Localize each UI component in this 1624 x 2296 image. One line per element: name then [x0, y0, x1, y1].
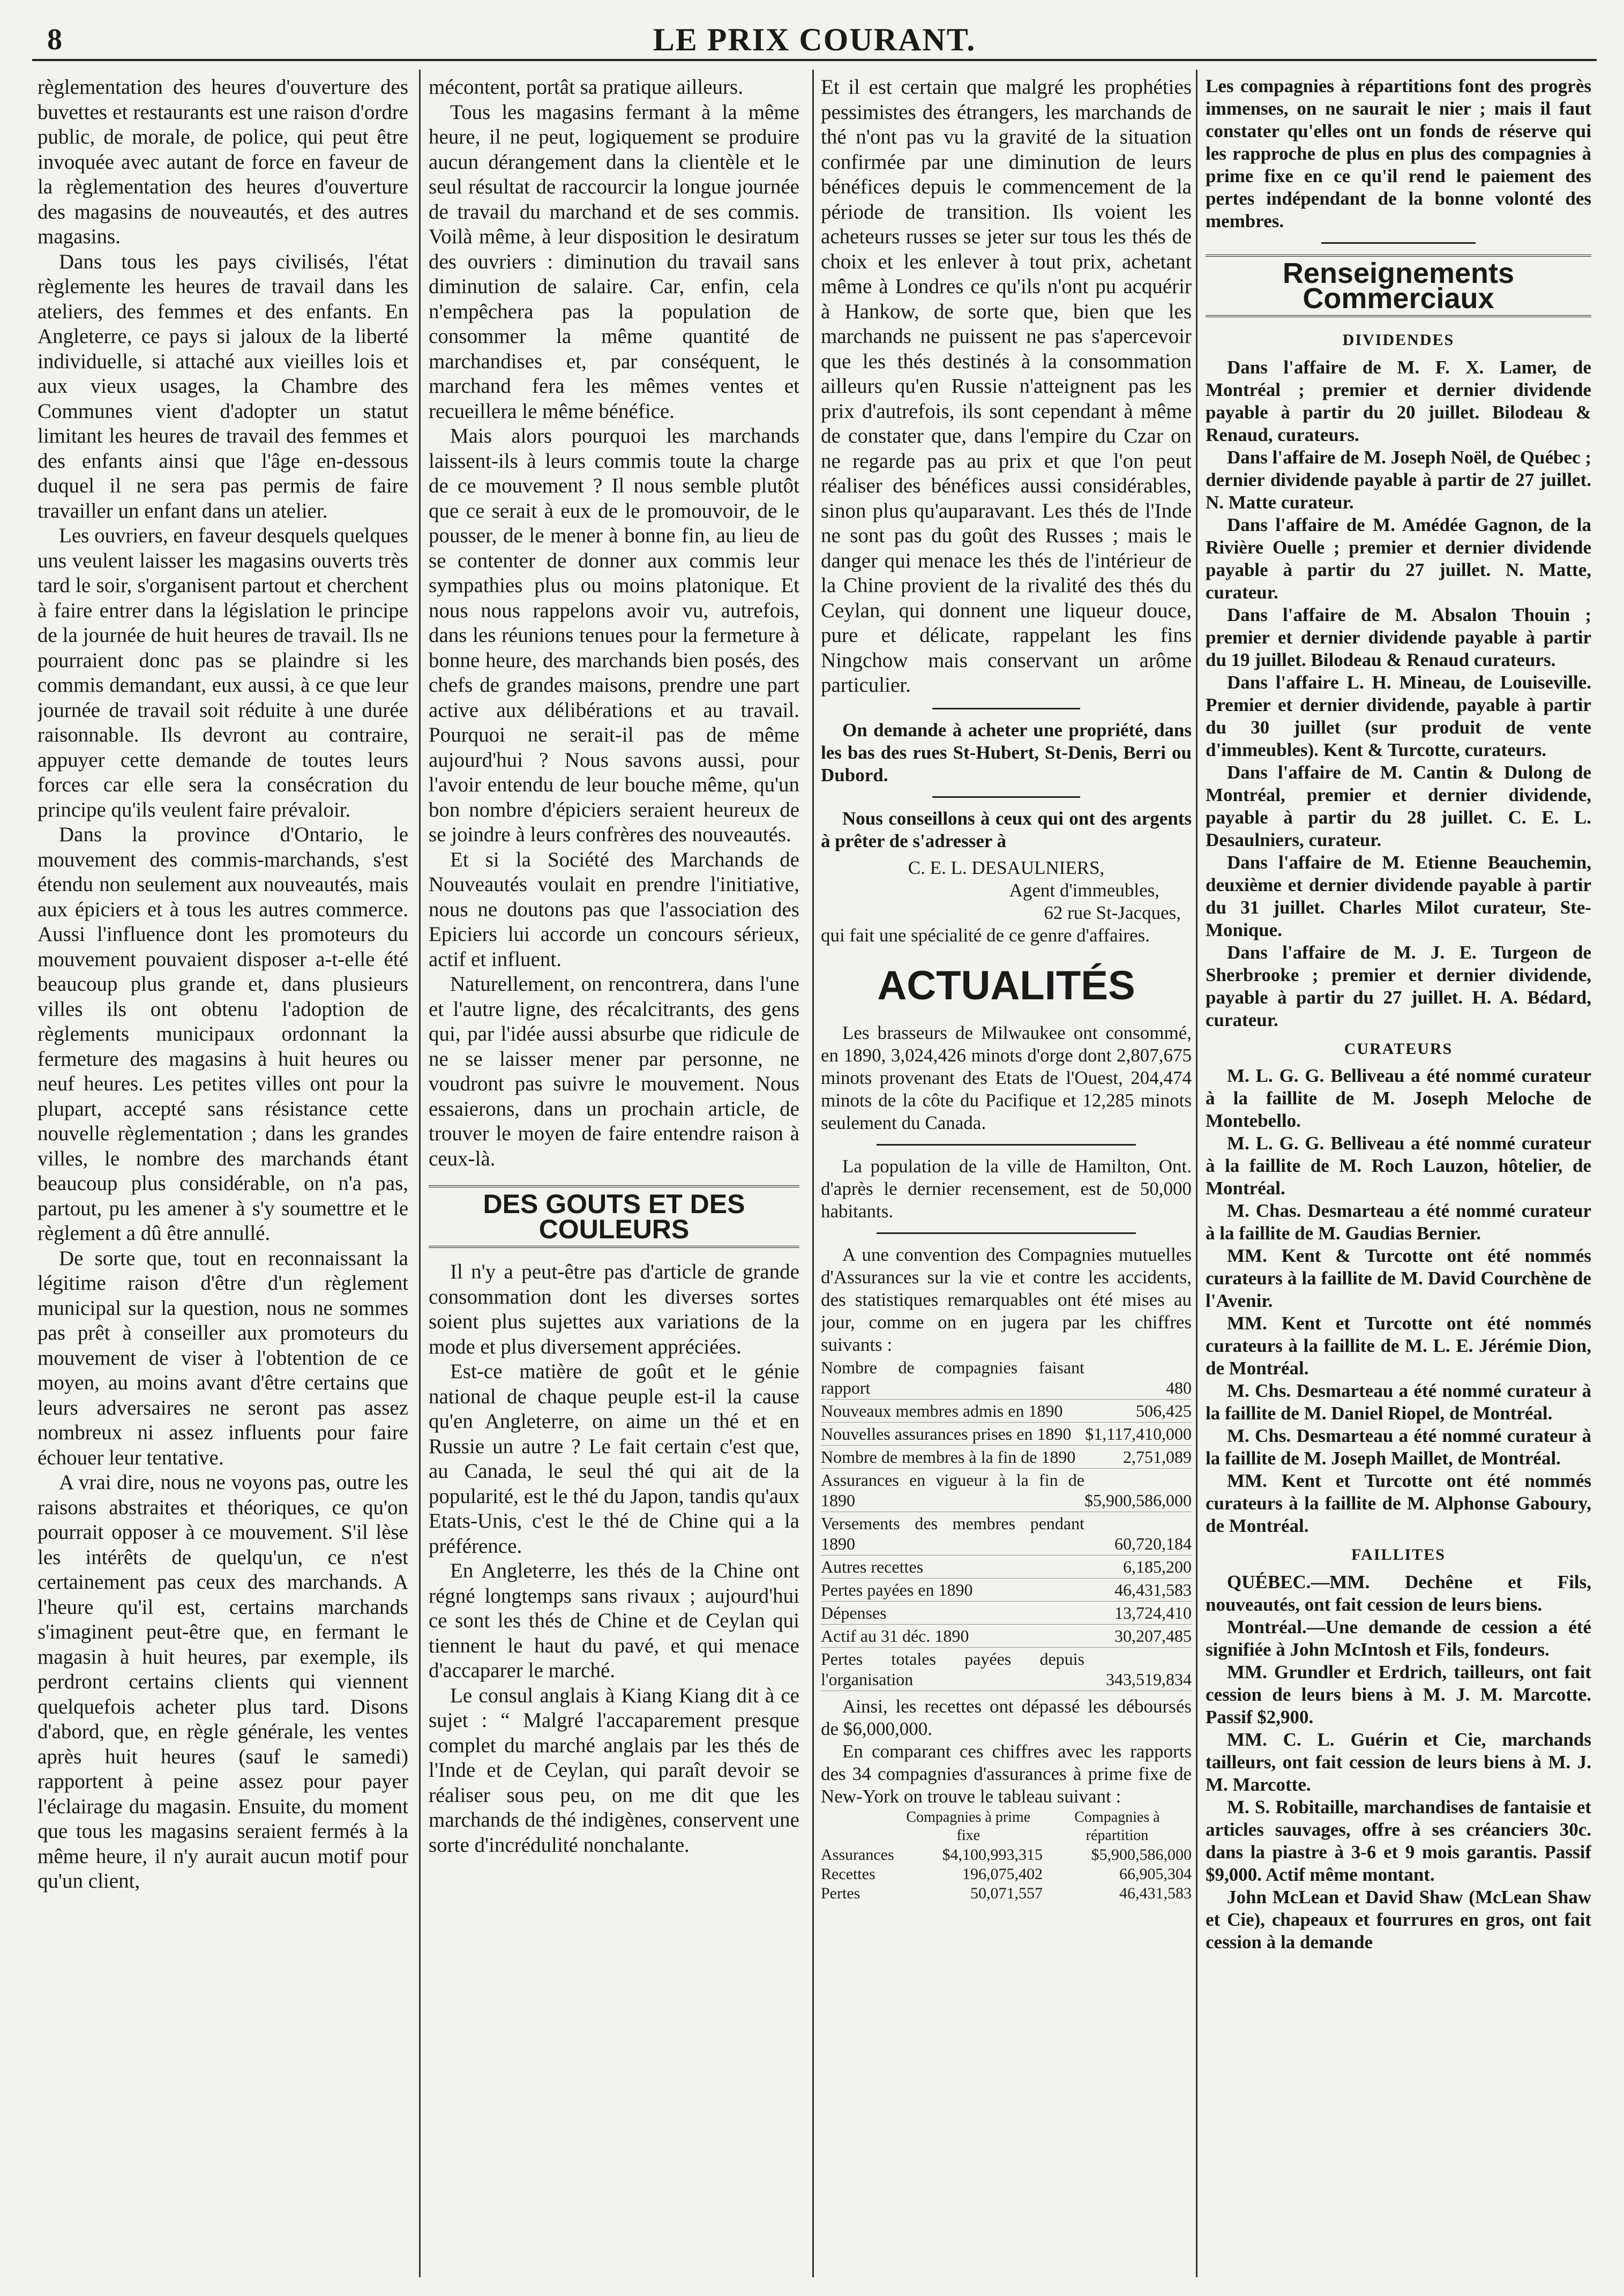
- list-item: John McLean et David Shaw (McLean Shaw et Cie), chapeaux et fourrures en gros, ont fait cession à la demande: [1206, 1886, 1591, 1953]
- insurance-stats-table: [821, 1356, 1192, 1691]
- comparison-table: [821, 1808, 1192, 1903]
- notice-loans: Nous conseillons à ceux qui ont des argents à prêter de s'adresser à: [821, 807, 1192, 851]
- paragraph: Ainsi, les recettes ont dépassé les déboursés de $6,000,000.: [821, 1695, 1192, 1739]
- column-divider: [1196, 70, 1198, 2277]
- stat-value: 30,207,485: [1084, 1624, 1192, 1647]
- stat-label: Dépenses: [821, 1601, 1084, 1624]
- stat-value: 506,425: [1084, 1399, 1192, 1422]
- agent-name: C. E. L. DESAULNIERS,: [908, 857, 1105, 878]
- paragraph: Et si la Société des Marchands de Nouveautés voulait en prendre l'initiative, nous ne doutons pas que l'association des Epiciers lui accorde un concours sérieux, actif et influent.: [429, 848, 799, 971]
- divider: [932, 796, 1081, 798]
- list-item: Dans l'affaire de M. Joseph Noël, de Québec ; dernier dividende payable à partir de 27 juillet. N. Matte curateur.: [1206, 446, 1591, 513]
- list-item: Montréal.—Une demande de cession a été signifiée à John McIntosh et Fils, fondeurs.: [1206, 1616, 1591, 1660]
- page-number: 8: [47, 23, 62, 56]
- subhead-curateurs: CURATEURS: [1344, 1039, 1453, 1058]
- cmp-value: 50,071,557: [970, 1884, 1043, 1902]
- cmp-label: Recettes: [821, 1865, 875, 1883]
- table-row: [821, 1624, 1192, 1647]
- stat-value: 6,185,200: [1084, 1555, 1192, 1578]
- list-item: Dans l'affaire de M. Amédée Gagnon, de la Rivière Ouelle ; premier et dernier dividende payable à partir du 27 juillet. N. Matte, curateur.: [1206, 514, 1591, 603]
- list-item: M. Chs. Desmarteau a été nommé curateur à la faillite de M. Joseph Maillet, de Montréal.: [1206, 1425, 1591, 1469]
- stat-label: Pertes totales payées depuis l'organisation: [821, 1647, 1084, 1691]
- divider: [932, 708, 1081, 709]
- section-title-gouts: DES GOUTS ET DES COULEURS: [429, 1185, 799, 1248]
- list-item: M. L. G. G. Belliveau a été nommé curateur à la faillite de M. Roch Lauzon, hôtelier, de Montréal.: [1206, 1133, 1591, 1199]
- paragraph: Le consul anglais à Kiang Kiang dit à ce sujet : “ Malgré l'accaparement presque complet du marché anglais par les thés de l'Inde et de Ceylan, qui paraît devoir se réaliser sous peu, on me dit que les marchands de thé indigènes, conservent une sorte d'incrédulité nonchalante.: [429, 1684, 799, 1857]
- stat-label: Nouvelles assurances prises en 1890: [821, 1422, 1084, 1445]
- table-row: [821, 1445, 1192, 1468]
- table-row: [821, 1601, 1192, 1624]
- divider: [1321, 242, 1476, 244]
- list-item: Dans l'affaire de M. Etienne Beauchemin, deuxième et dernier dividende payable à partir du 31 juillet. Charles Milot curateur, Ste-Monique.: [1206, 851, 1591, 940]
- stat-label: Pertes payées en 1890: [821, 1578, 1084, 1601]
- cmp-value: $5,900,586,000: [1091, 1845, 1192, 1864]
- cmp-value: 66,905,304: [1119, 1865, 1192, 1883]
- paragraph: Naturellement, on rencontrera, dans l'une et l'autre ligne, des récalcitrants, des gens qui, par l'idée aussi absurbe que ridicule de ne se laisser mener par personne, ne voudront pas suivre le mouvement. Nous essaierons, dans un prochain article, de trouver le moyen de faire entendre raison à ceux-là.: [429, 973, 799, 1170]
- column-2: [429, 75, 799, 2272]
- divider: [877, 1232, 1136, 1234]
- list-item: M. Chas. Desmarteau a été nommé curateur à la faillite de M. Gaudias Bernier.: [1206, 1200, 1591, 1244]
- stat-label: Nombre de compagnies faisant rapport: [821, 1356, 1084, 1400]
- paragraph: Est-ce matière de goût et le génie national de chaque peuple est-il la cause qu'en Angleterre, on aime un thé et en Russie un autre ? Le fait certain c'est que, au Canada, le seul thé qui ait de la popularité, est le thé du Japon, tandis qu'aux Etats-Unis, c'est le thé de Chine qui a la préférence.: [429, 1360, 799, 1558]
- list-item: MM. Kent & Turcotte ont été nommés curateurs à la faillite de M. David Courchène de l'Avenir.: [1206, 1245, 1591, 1311]
- stat-value: 60,720,184: [1084, 1512, 1192, 1555]
- cmp-header: [821, 1808, 894, 1845]
- list-item: Dans l'affaire L. H. Mineau, de Louiseville. Premier et dernier dividende, payable à partir du 30 juillet (sur produit de vente d'immeubles). Kent & Turcotte, curateurs.: [1206, 671, 1591, 760]
- cmp-value: 46,431,583: [1119, 1884, 1192, 1902]
- paragraph: De sorte que, tout en reconnaissant la légitime raison d'être d'un règlement municipal sur la question, nous ne sommes pas prêt à conseiller aux promoteurs du mouvement de viser à l'obtention de ce moyen, au moins avant d'être certains que leurs adversaires ne seront pas assez nombreux ni assez influents pour faire échouer leur tentative.: [38, 1246, 408, 1469]
- paragraph: Tous les magasins fermant à la même heure, il ne peut, logiquement se produire aucun dérangement dans la clientèle et le seul résultat de raccourcir la longue journée de travail du marchand et de ses commis. Voilà même, à leur disposition le desiratum des ouvriers : diminution du travail sans diminution de salaire. Car, enfin, cela n'empêchera pas la population de consommer la même quantité de marchandises et, par conséquent, le marchand fera les mêmes ventes et recueillera le même bénéfice.: [429, 100, 799, 423]
- header-rule: [32, 59, 1597, 61]
- paragraph: Et il est certain que malgré les prophéties pessimistes des étrangers, les marchands de thé n'ont pas vu la gravité de la situation confirmée par une diminution de leurs bénéfices depuis le commencement de la période de transition. Ils voient les acheteurs russes se jeter sur tous les thés de choix et les enlever à tout prix, achetant même à Londres ce qu'ils n'ont pu acquérir à Hankow, de sorte que, bien que les marchands ne puissent ne pas s'apercevoir que les thés destinés à la consommation ailleurs qu'en Russie n'atteignent pas les prix d'autrefois, ils sont cependant à même de constater que, dans l'empire du Czar on ne regarde pas au prix et que l'on peut réaliser des bénéfices aussi considérables, sinon plus qu'auparavant. Les thés de l'Inde ne sont pas du goût des Russes ; mais le danger qui menace les thés de l'intérieur de la Chine provient de la rivalité des thés du Ceylan, qui donnent une liqueur douce, pure et délicate, rappelant les fins Ningchow mais conservant un arôme particulier.: [821, 76, 1192, 697]
- divider: [877, 1144, 1136, 1146]
- stat-value: 46,431,583: [1084, 1578, 1192, 1601]
- list-item: QUÉBEC.—MM. Dechêne et Fils, nouveautés, ont fait cession de leurs biens.: [1206, 1571, 1591, 1615]
- list-item: Dans l'affaire de M. Absalon Thouin ; premier et dernier dividende payable à partir du 19 juillet. Bilodeau & Renaud curateurs.: [1206, 604, 1591, 670]
- table-row: [821, 1555, 1192, 1578]
- subhead-faillites: FAILLITES: [1351, 1546, 1446, 1564]
- paragraph: Dans la province d'Ontario, le mouvement des commis-marchands, s'est étendu non seulement aux nouveautés, mais aux épiciers et à tous les autres commerce. Aussi l'influence dont les promoteurs du mouvement pouvaient disposer a-t-elle été beaucoup plus grande et, dans plusieurs villes ils ont obtenu l'adoption de règlements municipaux ordonnant la fermeture des magasins à huit heures ou neuf heures. Les petites villes ont pour la plupart, accepté sans résistance cette nouvelle règlementation ; dans les grandes villes, le nombre des marchands étant beaucoup plus considérable, on n'a pas, partout, pu les amener à s'y soumettre et le règlement a dû être annullé.: [38, 823, 408, 1245]
- table-row: [821, 1512, 1192, 1555]
- list-item: M. L. G. G. Belliveau a été nommé curateur à la faillite de M. Joseph Meloche de Montebello.: [1206, 1065, 1591, 1131]
- cmp-header: Compagnies à répartition: [1074, 1808, 1160, 1844]
- list-item: Dans l'affaire de M. J. E. Turgeon de Sherbrooke ; premier et dernier dividende, payable à partir du 27 juillet. H. A. Bédard, curateur.: [1206, 941, 1591, 1030]
- agent-title: Agent d'immeubles,: [1009, 879, 1159, 901]
- paragraph: règlementation des heures d'ouverture des buvettes et restaurants est une raison d'ordre public, de morale, de police, qui peut être invoquée avec autant de force en faveur de la règlementation des heures d'ouverture des magasins de nouveautés, et des autres magasins.: [38, 76, 408, 248]
- page-header: [32, 12, 1597, 60]
- paragraph: Mais alors pourquoi les marchands laissent-ils à leurs commis toute la charge de ce mouvement ? Il nous semble plutôt que ce serait à eux de le promouvoir, de le pousser, de le mener à bonne fin, au lieu de se contenter de donner aux commis leur sympathies plus ou moins platonique. Et nous nous rappelons avoir vu, autrefois, dans les réunions tenues pour la fermeture à bonne heure, des marchands bien posés, des chefs de grandes maisons, prendre une part active aux délibérations et au travail. Pourquoi ne serait-il pas de même aujourd'hui ? Nous savons aussi, pour l'avoir entendu de leur bouche même, qu'un bon nombre d'épiciers seraient heureux de se joindre à leurs confrères des nouveautés.: [429, 424, 799, 846]
- stat-label: Actif au 31 déc. 1890: [821, 1624, 1084, 1647]
- list-item: MM. C. L. Guérin et Cie, marchands tailleurs, ont fait cession de leurs biens à M. J. M. Marcotte.: [1206, 1729, 1591, 1795]
- notice-property: On demande à acheter une propriété, dans les bas des rues St-Hubert, St-Denis, Berri ou Dubord.: [821, 719, 1192, 786]
- paragraph: Les compagnies à répartitions font des progrès immenses, on ne saurait le nier ; mais il faut constater qu'elles ont un fonds de réserve qui les rapproche de plus en plus des compagnies à prime fixe en ce qu'il rend le paiement des pertes indépendant de la bonne volonté des membres.: [1206, 76, 1591, 231]
- stat-value: 13,724,410: [1084, 1601, 1192, 1624]
- paragraph: mécontent, portât sa pratique ailleurs.: [429, 76, 743, 99]
- column-1: [38, 75, 408, 2272]
- stat-label: Nombre de membres à la fin de 1890: [821, 1445, 1084, 1468]
- cmp-header: Compagnies à prime fixe: [906, 1808, 1031, 1844]
- list-item: M. Chs. Desmarteau a été nommé curateur à la faillite de M. Daniel Riopel, de Montréal.: [1206, 1380, 1591, 1424]
- table-row: [821, 1647, 1192, 1691]
- paragraph: A vrai dire, nous ne voyons pas, outre les raisons abstraites et théoriques, ce qu'on pourrait opposer à ce mouvement. S'il lèse les intérêts de quelqu'un, ce n'est certainement pas ceux des marchands. A l'heure qu'il est, certains marchands s'imaginent peut-être que, en fermant le magasin à huit heures, par exemple, ils perdront certains clients qui viennent quelquefois acheter plus tard. Disons d'abord, que, en règle générale, les ventes après huit heures (sauf le samedi) rapportent à peine assez pour payer l'éclairage du magasin. Ensuite, du moment que tous les magasins seraient fermés à la même heure, il n'y aurait aucun motif pour qu'un client,: [38, 1471, 408, 1893]
- table-row: [821, 1845, 1192, 1865]
- stat-value: 480: [1084, 1356, 1192, 1400]
- paragraph: En comparant ces chiffres avec les rapports des 34 compagnies d'assurances à prime fixe de New-York on trouve le tableau suivant :: [821, 1740, 1192, 1807]
- stat-label: Assurances en vigueur à la fin de 1890: [821, 1468, 1084, 1512]
- cmp-label: Pertes: [821, 1884, 860, 1902]
- paragraph: Dans tous les pays civilisés, l'état règlemente les heures de travail dans les ateliers, des femmes et des enfants. En Angleterre, ce pays si jaloux de la liberté individuelle, si attaché aux vieilles lois et aux vieux usages, la Chambre des Communes vient d'adopter un statut limitant les heures de travail des femmes et des enfants ainsi que l'âge en-dessous duquel il ne sera pas permis de faire travailler un enfant dans un atelier.: [38, 250, 408, 522]
- cmp-value: 196,075,402: [962, 1865, 1043, 1883]
- newspaper-title: LE PRIX COURANT.: [653, 22, 976, 57]
- table-row: [821, 1865, 1192, 1884]
- table-row: [821, 1422, 1192, 1445]
- table-row: [821, 1356, 1192, 1400]
- paragraph: Il n'y a peut-être pas d'article de grande consommation dont les diverses sortes soient plus sujettes aux variations de la mode et plus diversement appréciées.: [429, 1260, 799, 1358]
- list-item: Dans l'affaire de M. F. X. Lamer, de Montréal ; premier et dernier dividende payable à partir du 20 juillet. Bilodeau & Renaud, curateurs.: [1206, 356, 1591, 445]
- section-title-renseignements: Renseignements Commerciaux: [1206, 255, 1591, 317]
- list-item: M. S. Robitaille, marchandises de fantaisie et articles sauvages, offre à ses créanciers 30c. dans la piastre à 3-6 et 9 mois garantis. Passif $9,000. Actif même montant.: [1206, 1796, 1591, 1885]
- column-divider: [812, 70, 814, 2277]
- table-row: [821, 1468, 1192, 1512]
- list-item: MM. Kent et Turcotte ont été nommés curateurs à la faillite de M. L. E. Jérémie Dion, de Montréal.: [1206, 1313, 1591, 1379]
- cmp-label: Assurances: [821, 1845, 894, 1864]
- stat-label: Nouveaux membres admis en 1890: [821, 1399, 1084, 1422]
- table-row: [821, 1399, 1192, 1422]
- list-item: MM. Grundler et Erdrich, tailleurs, ont fait cession de leurs biens à M. J. M. Marcotte. Passif $2,900.: [1206, 1661, 1591, 1727]
- table-row: [821, 1578, 1192, 1601]
- stat-value: 343,519,834: [1084, 1647, 1192, 1691]
- paragraph: A une convention des Compagnies mutuelles d'Assurances sur la vie et contre les accidents, des statistiques remarquables ont été mises au jour, comme on en jugera par les chiffres suivants :: [821, 1244, 1192, 1355]
- stat-label: Autres recettes: [821, 1555, 1084, 1578]
- list-item: Dans l'affaire de M. Cantin & Dulong de Montréal, premier et dernier dividende, payable à partir du 28 juillet. C. E. L. Desaulniers, curateur.: [1206, 761, 1591, 850]
- stat-value: 2,751,089: [1084, 1445, 1192, 1468]
- paragraph: Les ouvriers, en faveur desquels quelques uns veulent laisser les magasins ouverts très tard le soir, s'organisent partout et cherchent à faire entrer dans la législation le principe de la journée de huit heures de travail. Ils ne pourraient donc pas se plaindre si les commis demandant, eux aussi, à ce que leur journée de travail soit réduite à une durée raisonnable. Ils devront au contraire, appuyer cette demande de toutes leurs forces car elle sera la consécration du principe qu'ils veulent faire prévaloir.: [38, 524, 408, 821]
- paragraph: Les brasseurs de Milwaukee ont consommé, en 1890, 3,024,426 minots d'orge dont 2,807,675 minots provenant des Etats de l'Ouest, 204,474 minots de la côte du Pacifique et 12,285 minots seulement du Canada.: [821, 1022, 1192, 1133]
- column-3: [821, 75, 1192, 2272]
- stat-label: Versements des membres pendant 1890: [821, 1512, 1084, 1555]
- subhead-dividendes: DIVIDENDES: [1342, 331, 1455, 349]
- column-4: [1206, 75, 1591, 2272]
- paragraph: La population de la ville de Hamilton, Ont. d'après le dernier recensement, est de 50,000 habitants.: [821, 1155, 1192, 1222]
- column-divider: [419, 70, 421, 2277]
- table-row: [821, 1884, 1192, 1903]
- paragraph: En Angleterre, les thés de la Chine ont régné longtemps sans rivaux ; aujourd'hui ce sont les thés de Chine et de Ceylan qui tiennent le haut du pavé, et qui menace d'accaparer le marché.: [429, 1559, 799, 1682]
- list-item: MM. Kent et Turcotte ont été nommés curateurs à la faillite de M. Alphonse Gaboury, de Montréal.: [1206, 1470, 1591, 1536]
- agent-address: 62 rue St-Jacques,: [1044, 902, 1181, 923]
- agent-tail: qui fait une spécialité de ce genre d'affaires.: [821, 924, 1150, 946]
- section-title-actualites: ACTUALITÉS: [877, 962, 1135, 1008]
- stat-value: $1,117,410,000: [1084, 1422, 1192, 1445]
- stat-value: $5,900,586,000: [1084, 1468, 1192, 1512]
- cmp-value: $4,100,993,315: [942, 1845, 1043, 1864]
